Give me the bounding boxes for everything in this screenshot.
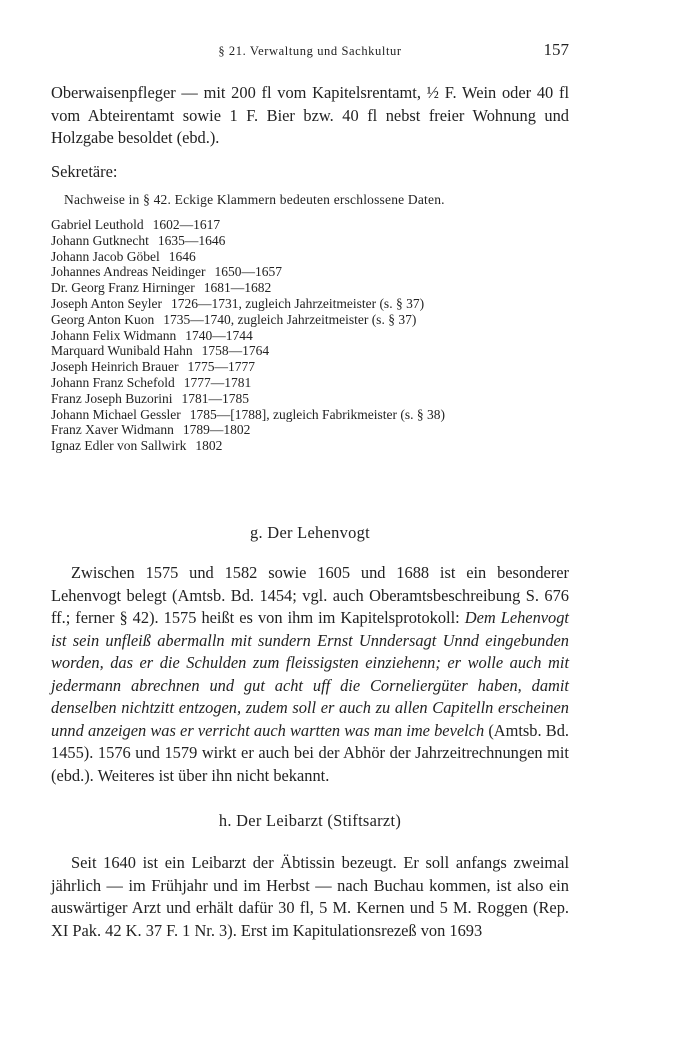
secretary-entry: [51, 422, 569, 438]
secretary-entry: [51, 233, 569, 249]
secretaries-note: Nachweise in § 42. Eckige Klammern bedeuten erschlossene Daten.: [64, 192, 445, 207]
secretary-dates: 1775—1777: [187, 359, 255, 375]
secretary-entry: [51, 359, 569, 375]
secretary-dates: 1802: [195, 438, 223, 454]
secretary-name: Dr. Georg Franz Hirninger: [51, 280, 195, 296]
secretary-entry: [51, 312, 569, 328]
secretary-entry: [51, 375, 569, 391]
secretary-name: Johann Gutknecht: [51, 232, 149, 248]
secretary-name: Franz Xaver Widmann: [51, 422, 174, 438]
secretary-entry: [51, 264, 569, 280]
intro-paragraph: Oberwaisenpfleger — mit 200 fl vom Kapitelsrentamt, ½ F. Wein oder 40 fl vom Abteirentamt sowie 1 F. Bier bzw. 40 fl nebst freier Wohnung und Holzgabe besoldet (ebd.).: [51, 83, 569, 147]
secretary-name: Johann Michael Gessler: [51, 406, 181, 422]
page-header: [51, 40, 569, 62]
secretary-name: Johann Jacob Göbel: [51, 248, 160, 264]
section-g-text-2: (Amtsb. Bd. 1455). 1576 und 1579 wirkt er auch bei der Abhör der Jahrzeitrechnungen mit (ebd.). Weiteres ist über ihn nicht bekannt.: [51, 720, 569, 785]
secretary-entry: [51, 217, 569, 233]
secretary-entry: [51, 343, 569, 359]
secretary-name: Marquard Wunibald Hahn: [51, 343, 193, 359]
secretary-dates: 1785—[1788], zugleich Fabrikmeister (s. § 38): [189, 406, 446, 422]
secretary-dates: 1781—1785: [181, 390, 249, 406]
secretary-dates: 1726—1731, zugleich Jahrzeitmeister (s. § 37): [171, 295, 425, 311]
secretary-dates: 1777—1781: [183, 374, 252, 390]
secretary-name: Johann Felix Widmann: [51, 327, 177, 343]
secretary-dates: 1650—1657: [214, 264, 282, 280]
secretary-dates: 1735—1740, zugleich Jahrzeitmeister (s. § 37): [163, 311, 417, 327]
section-h-heading: h. Der Leibarzt (Stiftsarzt): [218, 811, 402, 830]
secretary-dates: 1740—1744: [185, 327, 253, 343]
secretary-dates: 1602—1617: [152, 217, 221, 232]
secretary-name: Johannes Andreas Neidinger: [51, 264, 206, 280]
secretary-entry: [51, 407, 569, 423]
secretary-entry: [51, 328, 569, 344]
secretary-name: Joseph Anton Seyler: [51, 295, 162, 311]
secretary-dates: 1681—1682: [203, 280, 272, 296]
section-g-text-1: Zwischen 1575 und 1582 sowie 1605 und 1688 ist ein besonderer Lehenvogt belegt (Amtsb. Bd. 1454; vgl. auch Oberamtsbeschreibung S. 676 ff.; ferner § 42). 1575 heißt es von ihm im Kapitelsprotokoll:: [51, 563, 569, 627]
secretary-name: Ignaz Edler von Sallwirk: [51, 438, 187, 454]
secretary-dates: 1635—1646: [157, 232, 226, 248]
secretary-name: Johann Franz Schefold: [51, 374, 175, 390]
secretary-entry: [51, 249, 569, 265]
secretary-name: Joseph Heinrich Brauer: [51, 359, 179, 375]
secretary-entry: [51, 391, 569, 407]
secretaries-label: Sekretäre:: [51, 162, 118, 181]
section-g-heading: g. Der Lehenvogt: [250, 523, 370, 542]
section-g-quote: Dem Lehenvogt ist sein unfleiß abermalln mit sundern Ernst Unndersagt Unnd eingebunden worden, das er die Schulden zum fleissigsten einziehenn; er wolle auch mit jedermann abrechnen und gut acht uff die Corneliergüter haben, damit denselben nichtzitt entzogen, zudem soll er auch zu allen Capitelln erscheinen unnd anzeigen was er verricht auch wartten was man ime bevelch: [51, 608, 569, 740]
secretary-entry: [51, 280, 569, 296]
section-g-paragraph: [51, 562, 569, 787]
running-head: § 21. Verwaltung und Sachkultur: [218, 44, 402, 58]
secretary-dates: 1758—1764: [201, 343, 270, 359]
section-h-paragraph: Seit 1640 ist ein Leibarzt der Äbtissin bezeugt. Er soll anfangs zweimal jährlich — im Frühjahr und im Herbst — nach Buchau kommen, ist also ein auswärtiger Arzt und erhält dafür 30 fl, 5 M. Kernen und 5 M. Roggen (Rep. XI Pak. 42 K. 37 F. 1 Nr. 3). Erst im Kapitulationsrezeß von 1693: [51, 853, 569, 940]
secretary-name: Gabriel Leuthold: [51, 217, 144, 232]
secretaries-list: [51, 217, 569, 454]
secretary-dates: 1646: [168, 248, 196, 264]
secretary-dates: 1789—1802: [182, 422, 251, 438]
page-number: 157: [543, 40, 569, 59]
secretary-name: Franz Joseph Buzorini: [51, 390, 173, 406]
secretary-entry: [51, 438, 569, 454]
secretary-entry: [51, 296, 569, 312]
secretary-name: Georg Anton Kuon: [51, 311, 155, 327]
